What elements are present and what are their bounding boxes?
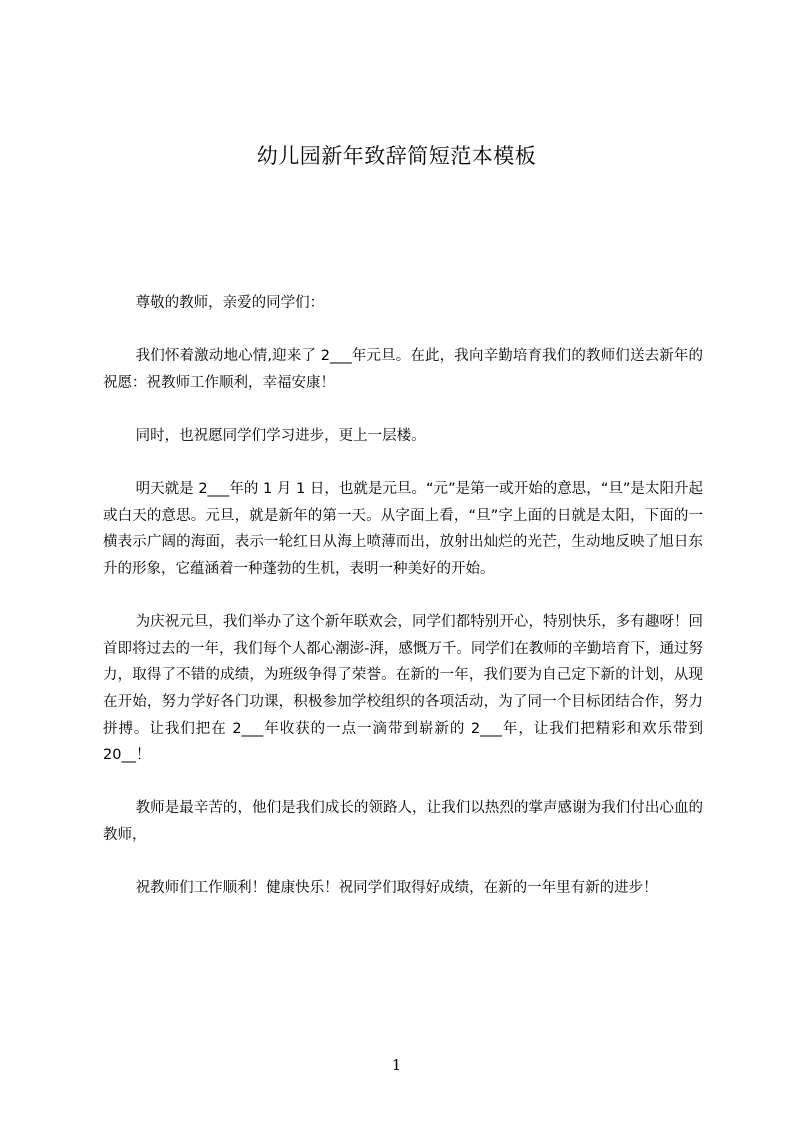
closing-paragraph: 祝教师们工作顺利！健康快乐！祝同学们取得好成绩，在新的一年里有新的进步！ — [135, 880, 658, 897]
body-paragraph: 为庆祝元旦，我们举办了这个新年联欢会，同学们都特别开心，特别快乐，多有趣呀！回首即将过去的一年，我们每个人都心潮澎-湃，感慨万千。同学们在教师的辛勤培育下，通过努力，取得了不错的成绩，为班级争得了荣誉。在新的一年，我们要为自己定下新的计划，从现在开始，努力学好各门功课，积极参加学校组织的各项活动，为了同一个目标团结合作，努力拼搏。让我们把在 2___年收获的一点一滴带到崭新的 2___年，让我们把精彩和欢乐带到 20__！ — [103, 614, 703, 764]
document-body — [103, 290, 703, 902]
greeting-paragraph: 尊敬的教师，亲爱的同学们： — [135, 295, 325, 311]
body-paragraph: 我们怀着激动地心情,迎来了 2___年元旦。在此，我向辛勤培育我们的教师们送去新年的祝愿：祝教师工作顺利，幸福安康！ — [103, 348, 703, 391]
body-paragraph: 明天就是 2___年的 1 月 1 日，也就是元旦。“元”是第一或开始的意思，“旦”是太阳升起或白天的意思。元旦，就是新年的第一天。从字面上看，“旦”字上面的日就是太阳，下面的一横表示广阔的海面，表示一轮红日从海上喷薄而出，放射出灿烂的光芒，生动地反映了旭日东升的形象，它蕴涵着一种蓬勃的生机，表明一种美好的开始。 — [103, 481, 703, 577]
document-title: 幼儿园新年致辞简短范本模板 — [256, 144, 537, 168]
body-paragraph: 同时，也祝愿同学们学习进步，更上一层楼。 — [135, 427, 426, 444]
body-paragraph: 教师是最辛苦的，他们是我们成长的领路人，让我们以热烈的掌声感谢为我们付出心血的教师， — [103, 800, 703, 843]
page-number: 1 — [391, 1056, 402, 1074]
